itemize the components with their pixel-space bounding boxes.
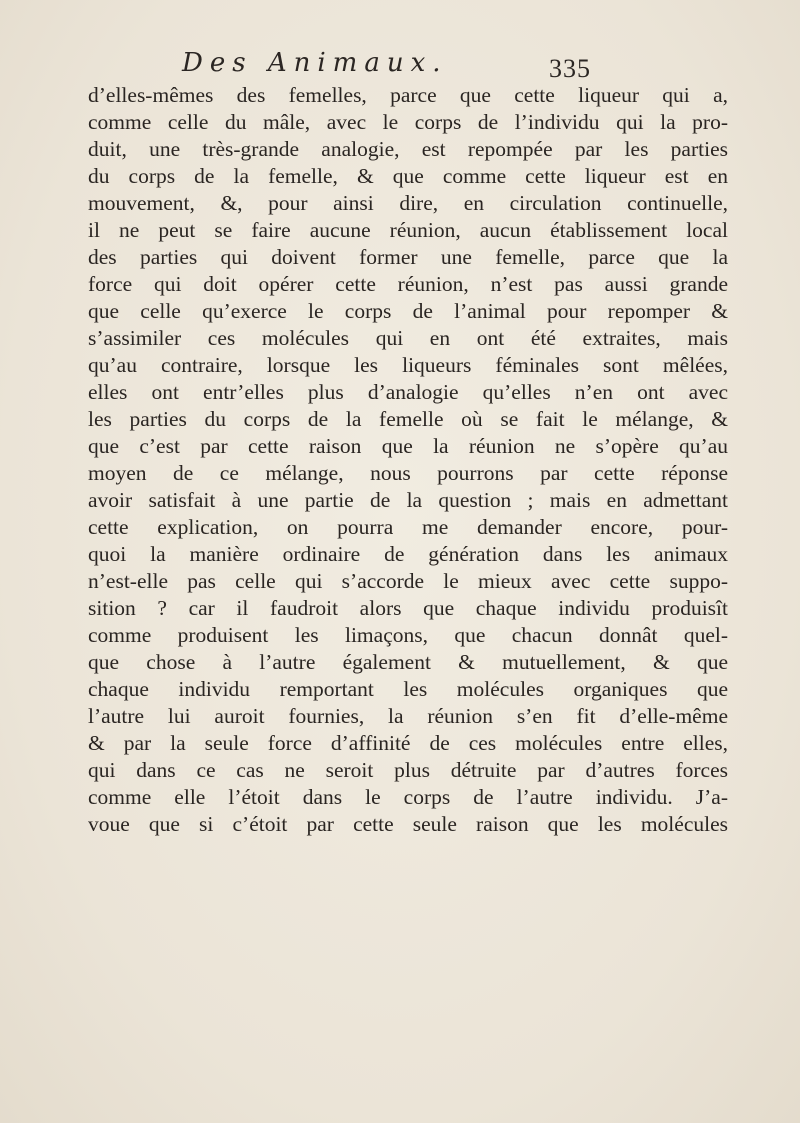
text-line: moyen de ce mélange, nous pourrons par cette réponse [88, 461, 728, 485]
text-line: comme produisent les limaçons, que chacun donnât quel- [88, 623, 728, 647]
text-line: les parties du corps de la femelle où se fait le mélange, & [88, 407, 728, 431]
text-line: quoi la manière ordinaire de génération dans les animaux [88, 542, 728, 566]
text-line: que celle qu’exerce le corps de l’animal pour repomper & [88, 299, 728, 323]
text-line: l’autre lui auroit fournies, la réunion s’en fit d’elle-même [88, 704, 728, 728]
text-line: que c’est par cette raison que la réunion ne s’opère qu’au [88, 434, 728, 458]
text-line: du corps de la femelle, & que comme cette liqueur est en [88, 164, 728, 188]
text-line: que chose à l’autre également & mutuellement, & que [88, 650, 728, 674]
text-line: qu’au contraire, lorsque les liqueurs féminales sont mêlées, [88, 353, 728, 377]
text-line: sition ? car il faudroit alors que chaque individu produisît [88, 596, 728, 620]
text-line: elles ont entr’elles plus d’analogie qu’elles n’en ont avec [88, 380, 728, 404]
text-line: il ne peut se faire aucune réunion, aucun établissement local [88, 218, 728, 242]
text-line: des parties qui doivent former une femelle, parce que la [88, 245, 728, 269]
text-line: duit, une très-grande analogie, est repompée par les parties [88, 137, 728, 161]
text-line: s’assimiler ces molécules qui en ont été extraites, mais [88, 326, 728, 350]
text-line: comme celle du mâle, avec le corps de l’individu qui la pro- [88, 110, 728, 134]
text-line: comme elle l’étoit dans le corps de l’autre individu. J’a- [88, 785, 728, 809]
text-line: mouvement, &, pour ainsi dire, en circulation continuelle, [88, 191, 728, 215]
text-line: d’elles-mêmes des femelles, parce que cette liqueur qui a, [88, 83, 728, 107]
running-title: Des Animaux. [182, 48, 448, 78]
page-number: 335 [549, 54, 591, 83]
text-line: voue que si c’étoit par cette seule raison que les molécules [88, 812, 728, 836]
text-line: n’est-elle pas celle qui s’accorde le mieux avec cette suppo- [88, 569, 728, 593]
text-line: & par la seule force d’affinité de ces molécules entre elles, [88, 731, 728, 755]
text-line: qui dans ce cas ne seroit plus détruite par d’autres forces [88, 758, 728, 782]
text-line: chaque individu remportant les molécules organiques que [88, 677, 728, 701]
text-line: avoir satisfait à une partie de la question ; mais en admettant [88, 488, 728, 512]
text-line: force qui doit opérer cette réunion, n’est pas aussi grande [88, 272, 728, 296]
text-line: cette explication, on pourra me demander encore, pour- [88, 515, 728, 539]
body-text [88, 82, 728, 838]
